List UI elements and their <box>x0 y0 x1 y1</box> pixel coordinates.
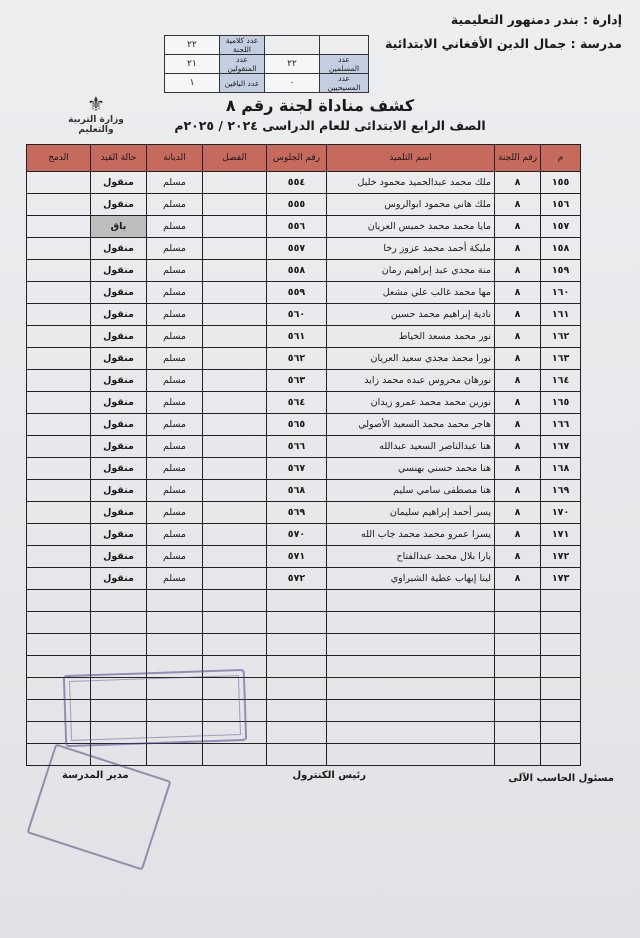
table-cell-name: هاجر محمد محمد السعيد الأصولي <box>327 414 495 436</box>
table-cell-merge <box>27 480 91 502</box>
table-cell-seat: ٥٥٩ <box>267 282 327 304</box>
table-cell-committee: ٨ <box>495 304 541 326</box>
table-cell-merge <box>27 260 91 282</box>
total-value: ٢٢ <box>165 36 220 55</box>
empty-cell <box>203 634 267 656</box>
empty-cell <box>541 656 581 678</box>
table-row <box>27 216 581 238</box>
table-cell-no: ١٧٣ <box>541 568 581 590</box>
table-cell-merge <box>27 216 91 238</box>
table-cell-cls <box>203 326 267 348</box>
empty-cell <box>495 744 541 766</box>
table-row <box>27 480 581 502</box>
table-cell-cls <box>203 502 267 524</box>
table-cell-seat: ٥٦٢ <box>267 348 327 370</box>
empty-cell <box>147 634 203 656</box>
table-cell-religion: مسلم <box>147 568 203 590</box>
table-cell-religion: مسلم <box>147 238 203 260</box>
table-cell-merge <box>27 172 91 194</box>
table-cell-name: هنا محمد حسني بهنسي <box>327 458 495 480</box>
empty-cell <box>27 634 91 656</box>
table-cell-status: منقول <box>91 480 147 502</box>
table-cell-name: نادية إبراهيم محمد حسين <box>327 304 495 326</box>
table-cell-no: ١٦٩ <box>541 480 581 502</box>
table-cell-no: ١٦٤ <box>541 370 581 392</box>
table-cell-name: نورين محمد محمد عمرو زيدان <box>327 392 495 414</box>
table-cell-no: ١٥٨ <box>541 238 581 260</box>
table-cell-merge <box>27 304 91 326</box>
transferred-value: ٢١ <box>165 55 220 74</box>
table-cell-seat: ٥٧٠ <box>267 524 327 546</box>
empty-cell <box>267 656 327 678</box>
table-cell-seat: ٥٧١ <box>267 546 327 568</box>
column-header: حالة القيد <box>91 145 147 172</box>
table-cell-religion: مسلم <box>147 348 203 370</box>
empty-cell <box>91 634 147 656</box>
empty-cell <box>327 590 495 612</box>
computer-officer-signature-label: مسئول الحاسب الآلى <box>508 773 614 784</box>
page-subtitle: الصف الرابع الابتدائى للعام الدراسى ٢٠٢٤ / ٢٠٢٥م <box>174 118 486 133</box>
table-cell-status: منقول <box>91 238 147 260</box>
table-cell-status: منقول <box>91 392 147 414</box>
table-cell-merge <box>27 194 91 216</box>
empty-cell <box>495 590 541 612</box>
table-row <box>27 414 581 436</box>
table-cell-cls <box>203 436 267 458</box>
empty-cell <box>267 634 327 656</box>
empty-cell <box>203 744 267 766</box>
empty-row <box>27 590 581 612</box>
transferred-label: عدد المنقولين <box>220 55 265 74</box>
empty-cell <box>147 744 203 766</box>
muslims-value: ٢٢ <box>265 55 320 74</box>
table-cell-committee: ٨ <box>495 392 541 414</box>
column-header: م <box>541 145 581 172</box>
table-cell-religion: مسلم <box>147 458 203 480</box>
table-cell-religion: مسلم <box>147 370 203 392</box>
table-cell-name: يارا بلال محمد عبدالفتاح <box>327 546 495 568</box>
table-cell-status: منقول <box>91 348 147 370</box>
table-cell-merge <box>27 392 91 414</box>
table-cell-committee: ٨ <box>495 282 541 304</box>
table-cell-no: ١٥٩ <box>541 260 581 282</box>
empty-cell <box>267 700 327 722</box>
table-cell-merge <box>27 458 91 480</box>
table-cell-seat: ٥٦٦ <box>267 436 327 458</box>
empty-cell <box>495 722 541 744</box>
column-header: رقم الجلوس <box>267 145 327 172</box>
table-cell-committee: ٨ <box>495 546 541 568</box>
empty-cell <box>495 612 541 634</box>
table-cell-status: منقول <box>91 370 147 392</box>
empty-cell <box>27 590 91 612</box>
table-cell-status: منقول <box>91 546 147 568</box>
table-cell-cls <box>203 370 267 392</box>
empty-cell <box>327 634 495 656</box>
table-cell-committee: ٨ <box>495 238 541 260</box>
table-cell-status: منقول <box>91 436 147 458</box>
table-row <box>27 524 581 546</box>
table-cell-name: مليكة أحمد محمد عزوز رخا <box>327 238 495 260</box>
table-cell-status: منقول <box>91 524 147 546</box>
table-cell-seat: ٥٦٥ <box>267 414 327 436</box>
table-row <box>27 238 581 260</box>
table-cell-no: ١٦٣ <box>541 348 581 370</box>
table-cell-no: ١٦٠ <box>541 282 581 304</box>
table-cell-cls <box>203 216 267 238</box>
table-cell-merge <box>27 568 91 590</box>
table-cell-no: ١٥٥ <box>541 172 581 194</box>
empty-cell <box>203 590 267 612</box>
empty-cell <box>267 612 327 634</box>
table-row <box>27 348 581 370</box>
table-cell-merge <box>27 436 91 458</box>
table-cell-committee: ٨ <box>495 480 541 502</box>
table-cell-status: منقول <box>91 282 147 304</box>
table-cell-seat: ٥٧٢ <box>267 568 327 590</box>
table-cell-name: ملك محمد عبدالحميد محمود خليل <box>327 172 495 194</box>
table-cell-cls <box>203 480 267 502</box>
empty-cell <box>267 590 327 612</box>
empty-cell <box>541 678 581 700</box>
empty-cell <box>495 634 541 656</box>
table-cell-committee: ٨ <box>495 172 541 194</box>
column-header: الدمج <box>27 145 91 172</box>
empty-cell <box>203 612 267 634</box>
empty-cell <box>327 612 495 634</box>
empty-cell <box>495 678 541 700</box>
table-cell-seat: ٥٥٥ <box>267 194 327 216</box>
table-cell-no: ١٦٧ <box>541 436 581 458</box>
table-cell-seat: ٥٦٩ <box>267 502 327 524</box>
table-cell-merge <box>27 282 91 304</box>
table-cell-cls <box>203 568 267 590</box>
table-cell-committee: ٨ <box>495 414 541 436</box>
table-row <box>27 304 581 326</box>
table-cell-name: هنا مصطفى سامي سليم <box>327 480 495 502</box>
empty-cell <box>327 700 495 722</box>
table-cell-committee: ٨ <box>495 260 541 282</box>
table-row <box>27 568 581 590</box>
ministry-logo <box>56 93 136 145</box>
table-cell-merge <box>27 348 91 370</box>
christians-label: عدد المسيحيين <box>320 74 369 93</box>
table-cell-religion: مسلم <box>147 524 203 546</box>
table-header-row <box>27 145 581 172</box>
column-header: اسم التلميذ <box>327 145 495 172</box>
table-cell-status: منقول <box>91 326 147 348</box>
table-cell-merge <box>27 546 91 568</box>
table-cell-committee: ٨ <box>495 436 541 458</box>
empty-cell <box>541 722 581 744</box>
table-cell-cls <box>203 238 267 260</box>
table-cell-name: منة مجدي عبد إبراهيم رمان <box>327 260 495 282</box>
table-cell-committee: ٨ <box>495 194 541 216</box>
table-cell-no: ١٥٦ <box>541 194 581 216</box>
table-cell-merge <box>27 524 91 546</box>
table-row <box>27 458 581 480</box>
christians-value: ٠ <box>265 74 320 93</box>
table-cell-status: منقول <box>91 260 147 282</box>
table-cell-name: يسرا عمرو محمد محمد جاب الله <box>327 524 495 546</box>
control-head-signature-label: رئيس الكنترول <box>292 770 366 781</box>
table-cell-cls <box>203 260 267 282</box>
table-cell-name: يسر أحمد إبراهيم سليمان <box>327 502 495 524</box>
table-cell-cls <box>203 194 267 216</box>
table-cell-religion: مسلم <box>147 546 203 568</box>
empty-cell <box>327 722 495 744</box>
table-cell-committee: ٨ <box>495 502 541 524</box>
table-cell-name: مها محمد غالب علي مشعل <box>327 282 495 304</box>
table-cell-no: ١٦٨ <box>541 458 581 480</box>
table-cell-seat: ٥٦٨ <box>267 480 327 502</box>
table-cell-religion: مسلم <box>147 260 203 282</box>
empty-cell <box>267 744 327 766</box>
column-header: رقم اللجنة <box>495 145 541 172</box>
table-cell-no: ١٧٢ <box>541 546 581 568</box>
table-cell-religion: مسلم <box>147 216 203 238</box>
table-cell-merge <box>27 326 91 348</box>
table-cell-status: منقول <box>91 502 147 524</box>
ministry-logo-text: وزارة التربية والتعليم <box>68 115 124 135</box>
eagle-emblem-icon: ⚜ <box>87 92 105 116</box>
table-row <box>27 370 581 392</box>
table-cell-merge <box>27 414 91 436</box>
school-stamp <box>63 669 247 747</box>
empty-cell <box>91 590 147 612</box>
table-cell-committee: ٨ <box>495 348 541 370</box>
table-cell-seat: ٥٦٤ <box>267 392 327 414</box>
principal-signature-label: مدير المدرسة <box>62 770 129 781</box>
table-row <box>27 194 581 216</box>
table-cell-seat: ٥٥٧ <box>267 238 327 260</box>
table-cell-status: منقول <box>91 458 147 480</box>
table-cell-no: ١٦٢ <box>541 326 581 348</box>
table-cell-religion: مسلم <box>147 326 203 348</box>
empty-cell <box>541 634 581 656</box>
page-title: كشف مناداة لجنة رقم ٨ <box>225 96 415 115</box>
table-cell-religion: مسلم <box>147 282 203 304</box>
muslims-label: عدد المسلمين <box>320 55 369 74</box>
table-row <box>27 436 581 458</box>
empty-cell <box>495 700 541 722</box>
table-cell-committee: ٨ <box>495 216 541 238</box>
empty-cell <box>541 700 581 722</box>
table-cell-seat: ٥٥٦ <box>267 216 327 238</box>
table-cell-committee: ٨ <box>495 458 541 480</box>
empty-cell <box>27 612 91 634</box>
table-cell-committee: ٨ <box>495 524 541 546</box>
table-row <box>27 172 581 194</box>
column-header: الديانة <box>147 145 203 172</box>
table-cell-seat: ٥٥٨ <box>267 260 327 282</box>
table-row <box>27 326 581 348</box>
summary-table <box>164 35 369 93</box>
table-cell-religion: مسلم <box>147 502 203 524</box>
table-cell-no: ١٦١ <box>541 304 581 326</box>
table-cell-committee: ٨ <box>495 326 541 348</box>
empty-cell <box>327 678 495 700</box>
table-cell-committee: ٨ <box>495 568 541 590</box>
empty-cell <box>541 612 581 634</box>
table-cell-name: مايا محمد محمد خميس العريان <box>327 216 495 238</box>
table-cell-religion: مسلم <box>147 392 203 414</box>
table-cell-no: ١٦٦ <box>541 414 581 436</box>
table-row <box>27 282 581 304</box>
table-cell-status: منقول <box>91 194 147 216</box>
empty-cell <box>91 612 147 634</box>
table-cell-cls <box>203 392 267 414</box>
empty-cell <box>267 678 327 700</box>
table-cell-no: ١٧٠ <box>541 502 581 524</box>
remaining-value: ١ <box>165 74 220 93</box>
table-cell-seat: ٥٦١ <box>267 326 327 348</box>
table-cell-status: منقول <box>91 172 147 194</box>
table-row <box>27 546 581 568</box>
table-cell-cls <box>203 348 267 370</box>
table-cell-cls <box>203 172 267 194</box>
table-cell-name: هنا عبدالناصر السعيد عبدالله <box>327 436 495 458</box>
table-row <box>27 260 581 282</box>
table-row <box>27 502 581 524</box>
table-cell-cls <box>203 282 267 304</box>
empty-cell <box>327 656 495 678</box>
total-label: عدد كلامية اللجنة <box>220 36 265 55</box>
empty-cell <box>147 612 203 634</box>
table-cell-committee: ٨ <box>495 370 541 392</box>
table-cell-cls <box>203 458 267 480</box>
table-cell-name: نورهان محروس عبده محمد زايد <box>327 370 495 392</box>
empty-cell <box>267 722 327 744</box>
table-cell-name: ملك هاني محمود ابوالروس <box>327 194 495 216</box>
table-cell-status: باق <box>91 216 147 238</box>
remaining-label: عدد الباقين <box>220 74 265 93</box>
empty-cell <box>327 744 495 766</box>
empty-cell <box>147 590 203 612</box>
table-cell-no: ١٦٥ <box>541 392 581 414</box>
table-cell-cls <box>203 546 267 568</box>
table-cell-seat: ٥٦٠ <box>267 304 327 326</box>
table-cell-seat: ٥٦٧ <box>267 458 327 480</box>
table-cell-seat: ٥٥٤ <box>267 172 327 194</box>
table-cell-merge <box>27 370 91 392</box>
table-cell-religion: مسلم <box>147 480 203 502</box>
table-cell-religion: مسلم <box>147 436 203 458</box>
empty-cell <box>541 744 581 766</box>
table-cell-cls <box>203 414 267 436</box>
table-cell-religion: مسلم <box>147 304 203 326</box>
empty-row <box>27 612 581 634</box>
table-cell-no: ١٧١ <box>541 524 581 546</box>
table-cell-religion: مسلم <box>147 172 203 194</box>
table-cell-status: منقول <box>91 414 147 436</box>
school-heading: مدرسة : جمال الدين الأفغاني الابتدائية <box>385 36 622 51</box>
administration-heading: إدارة : بندر دمنهور التعليمية <box>450 12 622 27</box>
table-cell-name: نورا محمد مجدي سعيد العريان <box>327 348 495 370</box>
table-cell-no: ١٥٧ <box>541 216 581 238</box>
empty-row <box>27 634 581 656</box>
table-cell-religion: مسلم <box>147 194 203 216</box>
table-cell-cls <box>203 304 267 326</box>
table-cell-status: منقول <box>91 568 147 590</box>
table-cell-name: لينا إيهاب عطية الشبراوي <box>327 568 495 590</box>
table-cell-status: منقول <box>91 304 147 326</box>
table-cell-religion: مسلم <box>147 414 203 436</box>
table-cell-merge <box>27 238 91 260</box>
table-cell-seat: ٥٦٣ <box>267 370 327 392</box>
table-cell-cls <box>203 524 267 546</box>
table-row <box>27 392 581 414</box>
table-cell-name: نور محمد مسعد الخياط <box>327 326 495 348</box>
empty-cell <box>541 590 581 612</box>
column-header: الفصل <box>203 145 267 172</box>
table-cell-merge <box>27 502 91 524</box>
empty-cell <box>495 656 541 678</box>
